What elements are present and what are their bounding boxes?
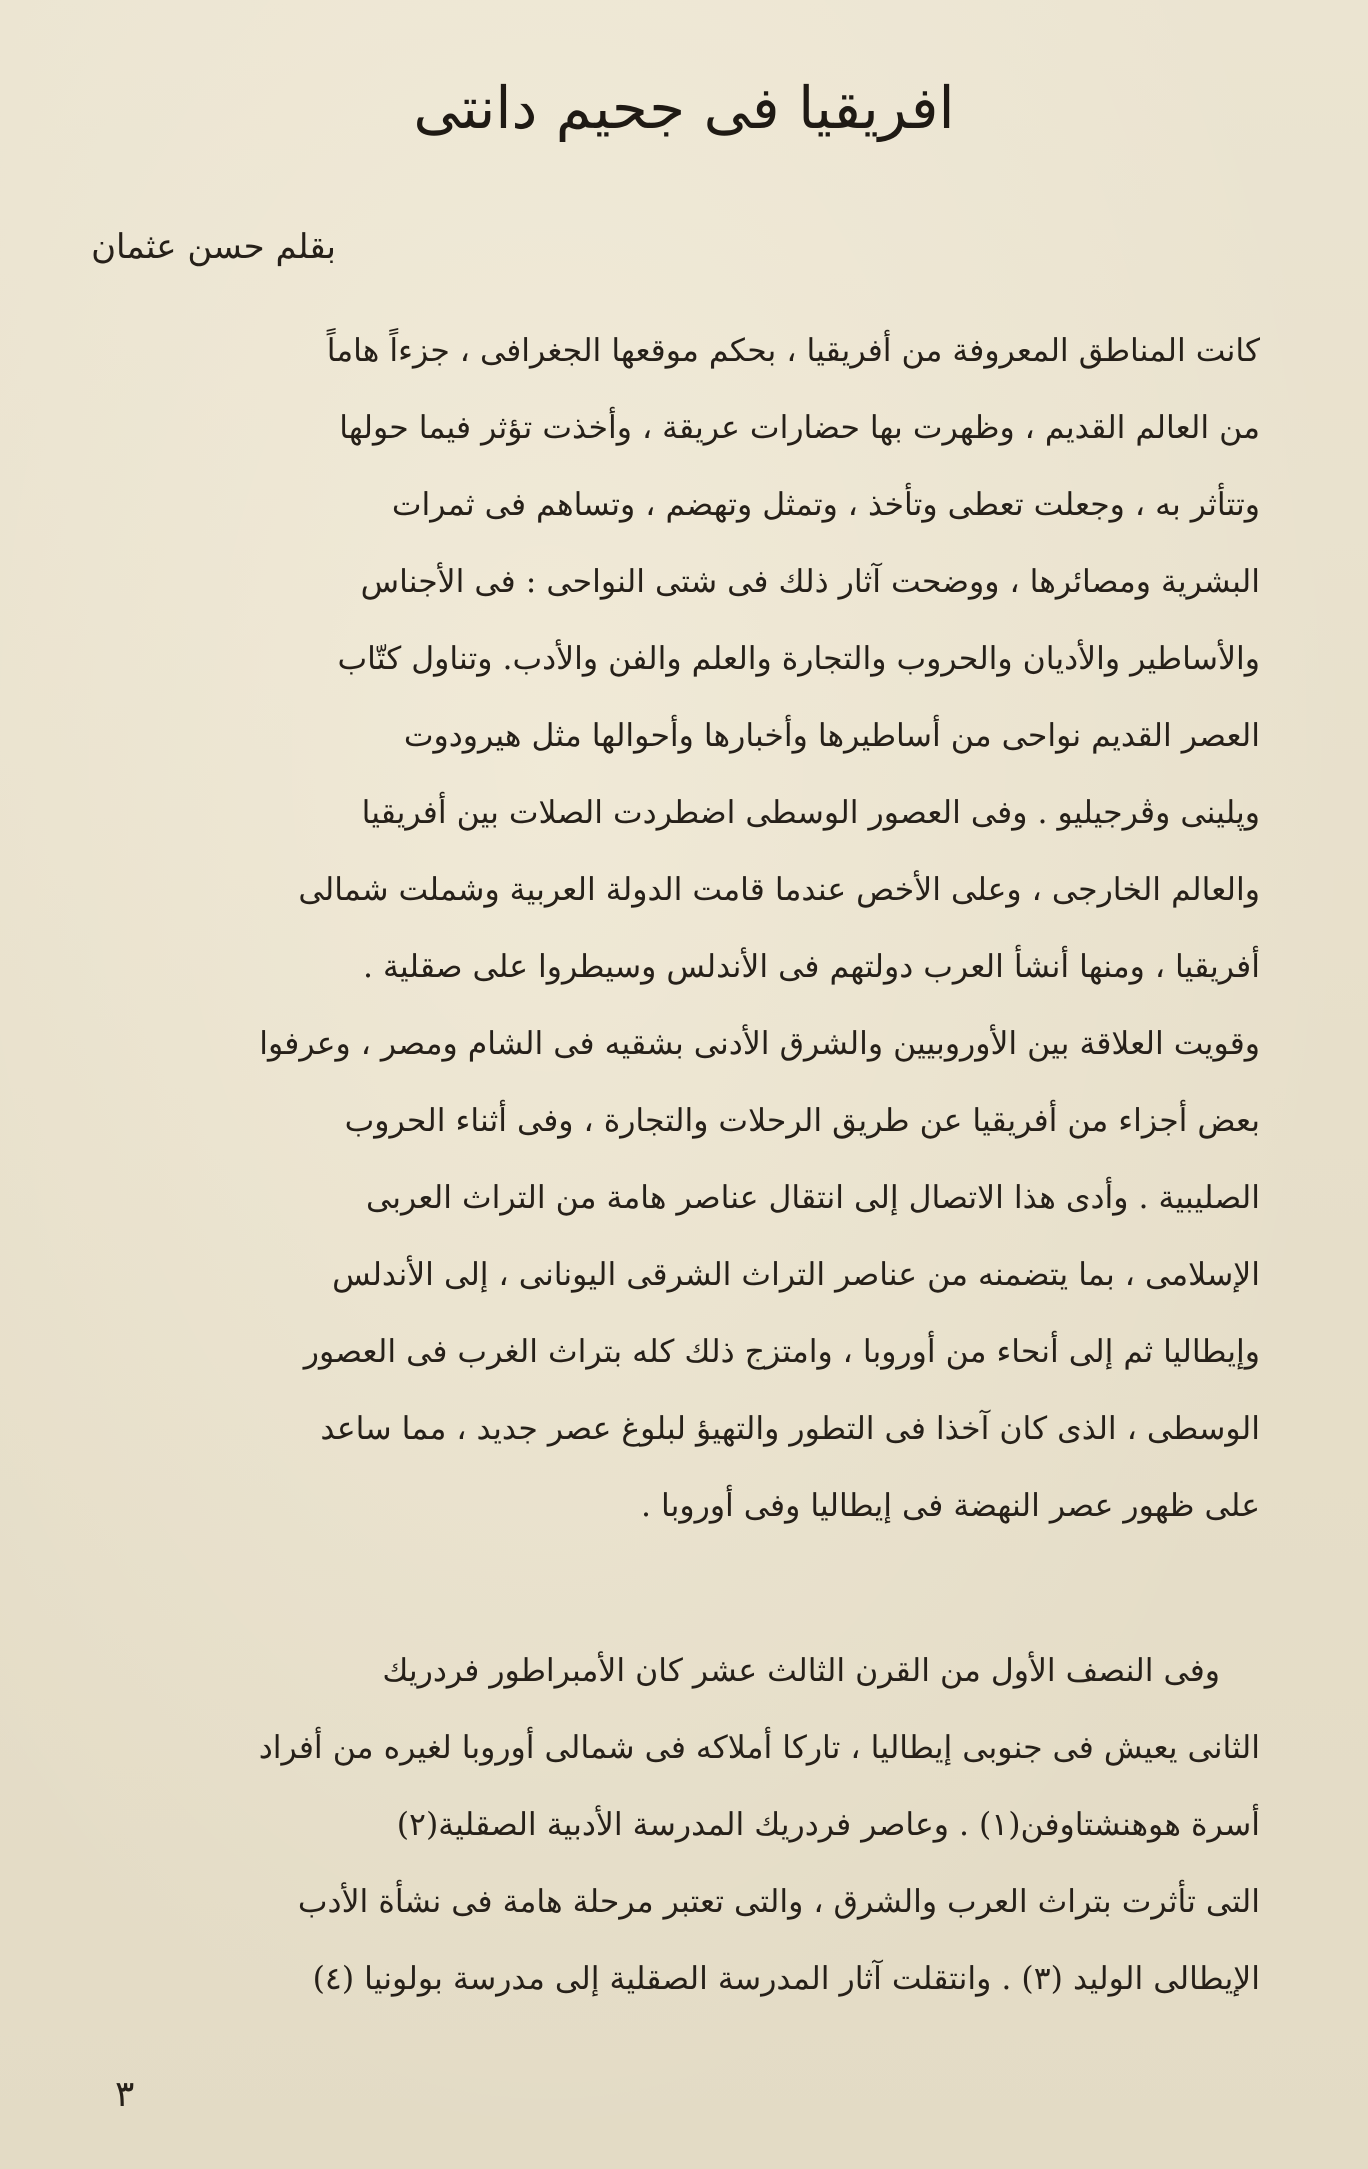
text-line: التى تأثرت بتراث العرب والشرق ، والتى تعتبر مرحلة هامة فى نشأة الأدب [297, 1884, 1260, 1920]
text-line: وپلينى وڤرجيليو . وفى العصور الوسطى اضطردت الصلات بين أفريقيا [361, 795, 1260, 831]
text-line: البشرية ومصائرها ، ووضحت آثار ذلك فى شتى النواحى : فى الأجناس [360, 564, 1260, 600]
text-line: أفريقيا ، ومنها أنشأ العرب دولتهم فى الأندلس وسيطروا على صقلية . [362, 949, 1260, 985]
text-line: من العالم القديم ، وظهرت بها حضارات عريقة ، وأخذت تؤثر فيما حولها [339, 410, 1260, 446]
text-line: الثانى يعيش فى جنوبى إيطاليا ، تاركا أملاكه فى شمالى أوروبا لغيره من أفراد [258, 1730, 1260, 1766]
text-line: الإسلامى ، بما يتضمنه من عناصر التراث الشرقى اليونانى ، إلى الأندلس [332, 1257, 1260, 1293]
text-line: وإيطاليا ثم إلى أنحاء من أوروبا ، وامتزج ذلك كله بتراث الغرب فى العصور [303, 1334, 1260, 1370]
text-line: كانت المناطق المعروفة من أفريقيا ، بحكم موقعها الجغرافى ، جزءاً هاماً [326, 333, 1260, 369]
text-line: الوسطى ، الذى كان آخذا فى التطور والتهيؤ لبلوغ عصر جديد ، مما ساعد [320, 1411, 1260, 1447]
text-line: وفى النصف الأول من القرن الثالث عشر كان الأمبراطور فردريك [382, 1653, 1220, 1689]
text-line: أسرة هوهنشتاوفن(١) . وعاصر فردريك المدرسة الأدبية الصقلية(٢) [396, 1807, 1260, 1843]
text-line: على ظهور عصر النهضة فى إيطاليا وفى أوروبا . [641, 1488, 1260, 1524]
text-line: والعالم الخارجى ، وعلى الأخص عندما قامت الدولة العربية وشملت شمالى [298, 872, 1260, 908]
author-byline: بقلم حسن عثمان [91, 227, 336, 267]
text-line: الإيطالى الوليد (٣) . وانتقلت آثار المدرسة الصقلية إلى مدرسة بولونيا (٤) [312, 1961, 1260, 1997]
text-line: الصليبية . وأدى هذا الاتصال إلى انتقال عناصر هامة من التراث العربى [366, 1180, 1260, 1216]
text-line: وتتأثر به ، وجعلت تعطى وتأخذ ، وتمثل وتهضم ، وتساهم فى ثمرات [391, 487, 1260, 523]
text-line: بعض أجزاء من أفريقيا عن طريق الرحلات والتجارة ، وفى أثناء الحروب [344, 1103, 1260, 1139]
text-line: والأساطير والأديان والحروب والتجارة والعلم والفن والأدب. وتناول كتّاب [337, 641, 1260, 677]
article-title: افريقيا فى جحيم دانتى [413, 74, 955, 142]
text-line: وقويت العلاقة بين الأوروبيين والشرق الأدنى بشقيه فى الشام ومصر ، وعرفوا [259, 1026, 1260, 1062]
text-line: العصر القديم نواحى من أساطيرها وأخبارها وأحوالها مثل هيرودوت [403, 718, 1260, 754]
page-number: ٣ [115, 2074, 135, 2115]
